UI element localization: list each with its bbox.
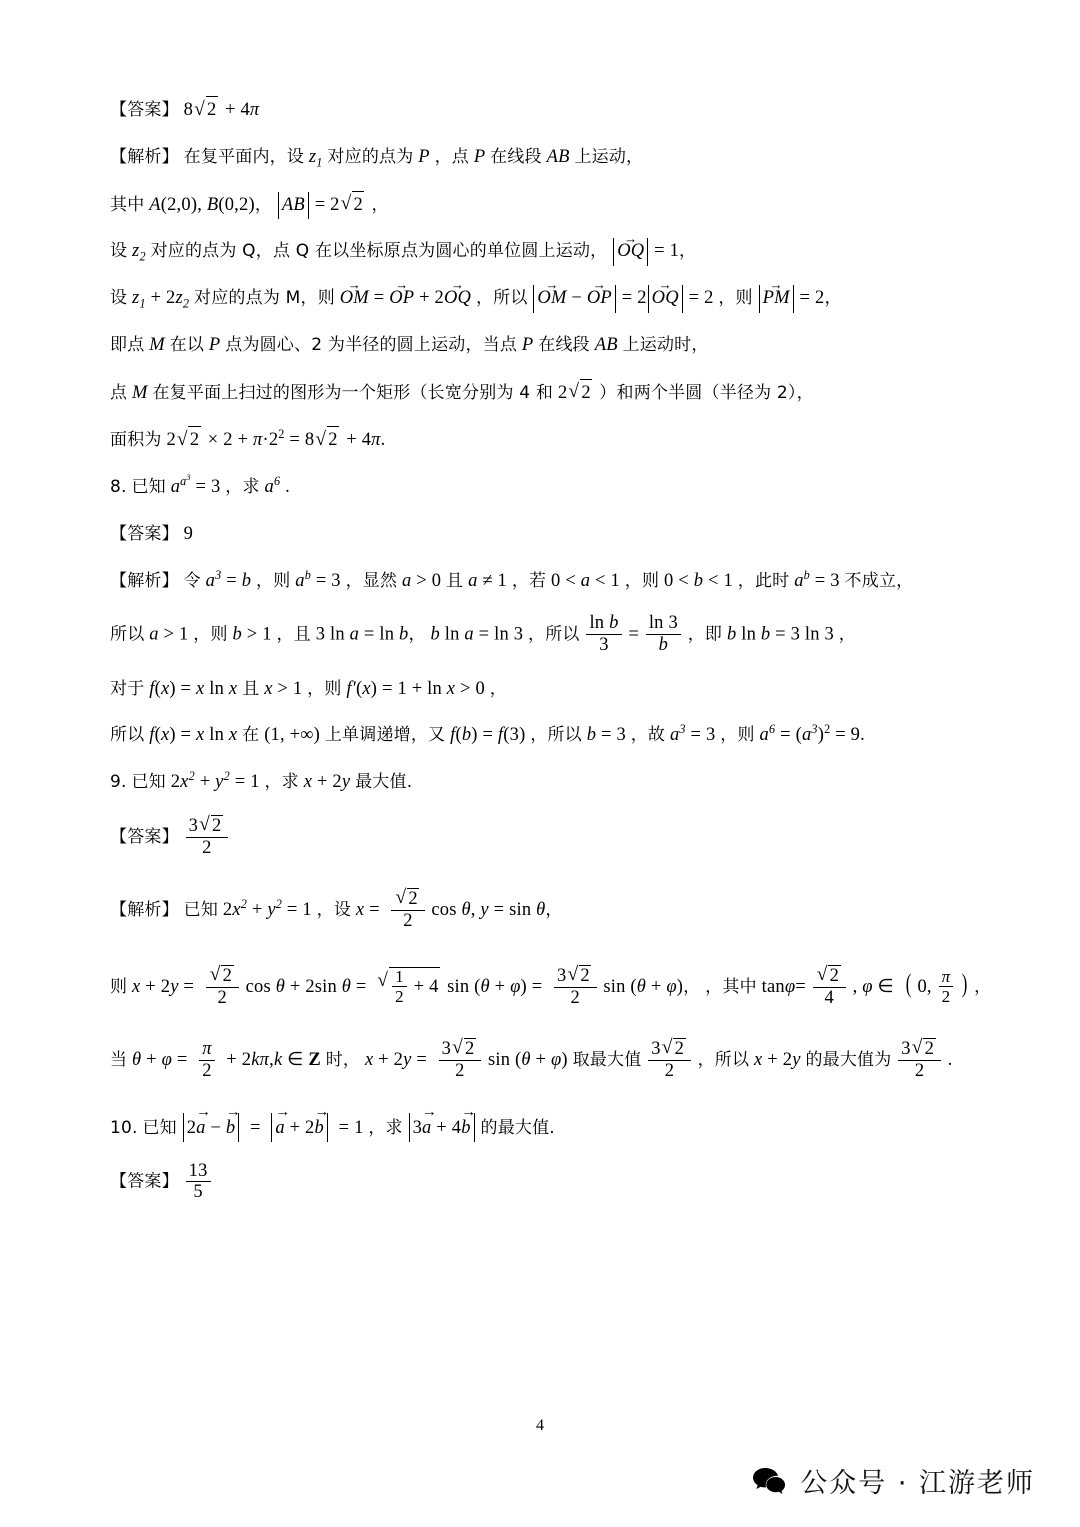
answer-tag: 【答案】 (110, 1171, 179, 1192)
answer-line-8 (110, 521, 970, 549)
text-run: 其中 (110, 194, 145, 215)
text-run: ，则 (718, 288, 753, 308)
text-run: 点为圆心、2 为半径的圆上运动，当点 (225, 334, 518, 355)
text-run: ， (838, 624, 856, 645)
text-run: 取最大值 (572, 1050, 642, 1071)
page-number: 4 (536, 1417, 544, 1434)
text-run: ，则 (720, 725, 755, 746)
text-run: ，所以 (528, 624, 580, 645)
text-run: 对应的点为 Q，点 Q 在以坐标原点为圆心的单位圆上运动， (150, 241, 608, 262)
text-run: 即点 (110, 334, 145, 355)
answer-9-fraction: $\frac{3 √ 2}{2}$ (186, 815, 229, 858)
text-run: 不成立， (844, 570, 914, 591)
text-run: 已知 (131, 477, 166, 497)
solution-tag: 【解析】 (110, 570, 179, 591)
problem-number: 8. (110, 477, 127, 497)
wechat-icon (752, 1466, 786, 1496)
text-run: 上单调递增，又 (324, 725, 446, 746)
problem-number: 10. (110, 1117, 138, 1138)
text-run: 在 (242, 725, 260, 746)
text-run: ，其中 (705, 976, 757, 997)
text-run: ，求 (368, 1117, 403, 1138)
solution-7-line-3: 设 $z_2$ 对应的点为 Q，点 Q 在以坐标原点为圆心的单位圆上运动， OQ → = 1， (110, 238, 970, 266)
text-run: ，所以 (475, 288, 528, 308)
text-run: ，所以 (697, 1050, 750, 1071)
text-run: 上运动时， (622, 334, 709, 355)
solution-9-line-2: 则 x + 2y = √ $\frac{2}{2}$ cos θ + 2sin θ = √ $\frac{1}{2}$ + 4 sin (θ + φ) = $\frac{3 √ 2}{2}$ sin (θ + φ)， ，其中 tanφ= √ $\frac{2}{4}$ , φ ∈ ( 0, $\frac{\pi}{2}$ ) ， (110, 963, 970, 1009)
text-run: 已知 (131, 772, 166, 793)
answer-tag: 【答案】 (110, 100, 179, 120)
text-run: 在复平面上扫过的图形为一个矩形（长宽分别为 4 和 (152, 382, 554, 403)
text-run: 的最大值. (480, 1117, 555, 1138)
text-run: ，显然 (345, 570, 398, 591)
text-run: 面积为 (110, 430, 162, 451)
text-run: ，则 (307, 678, 342, 699)
answer-8-value: 9 (183, 523, 194, 544)
solution-8-line-3: 对于 f(x) = x ln x 且 x > 1 ，则 f′(x) = 1 + ln x > 0 ， (110, 678, 507, 699)
text-run: 最大值. (355, 772, 413, 793)
text-run: ，则 (256, 570, 291, 591)
problem-10-stem: 10. 已知 2a → − b → = a → + 2b → = 1 ，求 3a → + 4b → 的最大值. (110, 1113, 970, 1143)
problem-8-stem: 8. 已知 $a^{a^3} = 3$ ，求 $a^6$ . (110, 472, 290, 497)
solution-8-line-4: 所以 f(x) = x ln x 在 (1, +∞) 上单调递增，又 f(b) = f(3) ，所以 b = 3 ，故 $a^3 = 3$ ，则 $a^6 = (a^3)^2 = 9$. (110, 722, 865, 746)
text-run: ，所以 (530, 725, 582, 746)
text-run: ，设 (316, 900, 352, 921)
text-run: 所以 (110, 624, 145, 645)
answer-7-math: 8 √ 2 + 4π (184, 100, 260, 120)
text-run: ，此时 (737, 570, 790, 591)
text-run: 对应的点为 (327, 146, 414, 167)
solution-9-line-3: 当 θ + φ = $\frac{\pi}{2}$ + 2kπ,k ∈ Z 时， x + 2y = $\frac{3 √ 2}{2}$ sin (θ + φ) 取最大值 $\frac{3 √ 2}{2}$ ，所以 x + 2y 的最大值为 $\frac{3 √ 2}{2}$ . (110, 1039, 970, 1082)
text-run: 点 (110, 382, 128, 403)
footer (0, 1455, 1080, 1527)
text-run: ，求 (264, 772, 299, 793)
solution-8-line-1: 【解析】 令 $a^3 = b$ ，则 $a^b = 3$ ，显然 a > 0 且 a ≠ 1 ，若 0 < a < 1 ，则 0 < b < 1 ，此时 $a^b = 3$ 不成立， (110, 567, 914, 591)
problem-number: 9. (110, 772, 127, 793)
solution-7-line-1: 【解析】 在复平面内，设 $z_1$ 对应的点为 P ，点 P 在线段 AB 上运动， (110, 146, 644, 170)
text-run: 设 (110, 288, 128, 308)
answer-line-9 (110, 816, 970, 859)
text-run: 在以 (169, 334, 205, 355)
solution-9-line-1: 【解析】 已知 $2x^2 + y^2 = 1$ ，设 x = √ $\frac{2}{2}$ cos θ, y = sin θ， (110, 889, 970, 932)
text-run: 当 (110, 1050, 128, 1071)
text-run: ）和两个半圆（半径为 2）， (599, 382, 814, 403)
answer-tag: 【答案】 (110, 826, 179, 847)
answer-line-7 (110, 96, 970, 125)
text-run: ，若 (511, 570, 547, 591)
text-run: ， (489, 678, 507, 699)
text-run: 且 (446, 570, 464, 591)
text-run: 令 (183, 570, 201, 591)
text-run: 所以 (110, 725, 145, 746)
wechat-label: 公众号 · 江游老师 (800, 1468, 1035, 1499)
text-run: ，即 (687, 624, 723, 645)
document-body (110, 96, 992, 1223)
text-run: 且 (242, 678, 260, 699)
problem-9-stem: 9. 已知 $2x^2 + y^2 = 1$ ，求 x + 2y 最大值. (110, 769, 413, 793)
text-run: ，点 (434, 146, 469, 167)
text-run: 则 (110, 976, 128, 997)
answer-line-10 (110, 1161, 970, 1203)
text-run: 上运动， (574, 146, 644, 167)
solution-7-line-2: 其中 A(2,0), B(0,2)， AB = 2 √ 2 ， (110, 191, 970, 220)
solution-7-line-6: 点 M 在复平面上扫过的图形为一个矩形（长宽分别为 4 和 2 √ 2 ）和两个半圆（半径为 2）， (110, 379, 970, 408)
text-run: 在线段 (538, 334, 590, 355)
fraction-numerator: 13 (188, 1160, 208, 1181)
solution-7-line-4: 设 $z_1 + 2z_2$ 对应的点为 M，则 OM → = OP → + 2OQ → ，所以 OM → − OP → = 2 OQ → = 2 ，则 PM → = 2， (110, 285, 970, 313)
text-run: 对应的点为 M，则 (194, 288, 335, 308)
text-run: ，则 (193, 624, 228, 645)
wechat-credit (752, 1461, 1035, 1500)
text-run: 的最大值为 (805, 1050, 892, 1071)
text-run: ，故 (630, 725, 666, 746)
text-run: 在复平面内，设 (183, 146, 305, 167)
text-run: 在线段 (490, 146, 542, 167)
fraction-denominator: 5 (186, 1181, 211, 1203)
text-run: ，则 (624, 570, 660, 591)
solution-tag: 【解析】 (110, 146, 179, 167)
text-run: 已知 (183, 900, 219, 921)
solution-7-line-7: 面积为 2 √ $2 \times 2 + \pi\cdot 2^2 = 8$ √ 2 + 4π. (110, 426, 970, 455)
solution-tag: 【解析】 (110, 900, 179, 921)
answer-tag: 【答案】 (110, 523, 179, 544)
text-run: 已知 (142, 1117, 177, 1138)
solution-7-line-5: 即点 M 在以 P 点为圆心、2 为半径的圆上运动，当点 P 在线段 AB 上运动时， (110, 334, 709, 355)
text-run: ，求 (225, 477, 260, 497)
text-run: 时， (325, 1050, 361, 1071)
text-run: 设 (110, 241, 128, 262)
answer-10-fraction (186, 1161, 211, 1203)
solution-8-line-2: 所以 a > 1 ，则 b > 1 ，且 3 ln a = ln b， b ln a = ln 3 ，所以 $\frac{\text{ln b}}{3}$ = $\frac{\ln 3}{b}$ ，即 b ln b = 3 ln 3 ， (110, 613, 856, 656)
text-run: ，且 (276, 624, 311, 645)
text-run: 对于 (110, 678, 145, 699)
